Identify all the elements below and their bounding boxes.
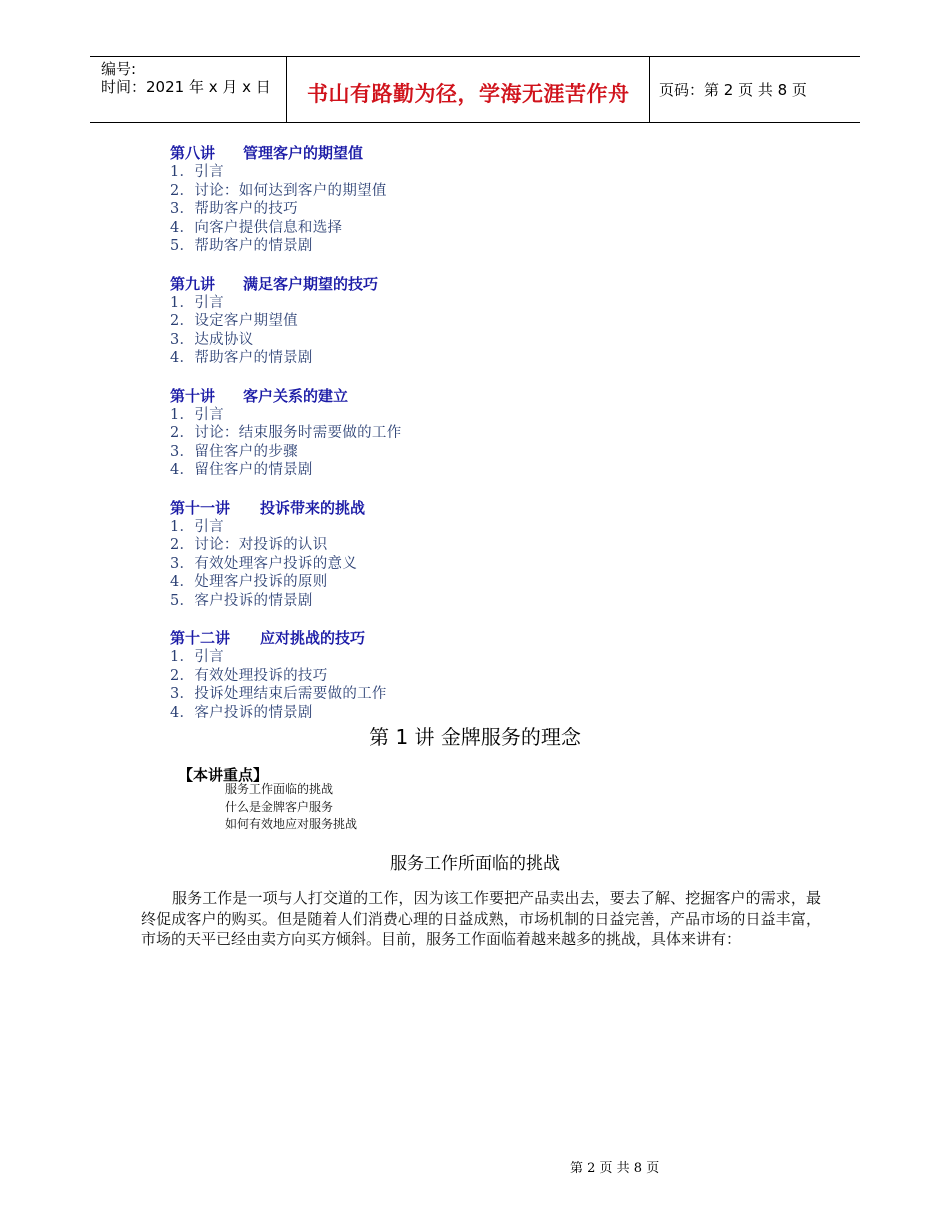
header-motto: 书山有路勤为径，学海无涯苦作舟 [307,82,630,106]
list-item: 4．向客户提供信息和选择 [170,219,343,236]
header-bottom-rule [90,122,860,123]
lecture-title [170,274,770,294]
keypoints-list [225,781,357,834]
list-item: 4．客户投诉的情景剧 [170,704,313,721]
lecture-number: 第十讲 [170,386,216,405]
header-date-label: 时间：2021 年 x 月 x 日 [101,78,271,96]
list-item: 2．设定客户期望值 [170,313,298,329]
lecture-outline [170,143,770,740]
section-title: 第 1 讲 金牌服务的理念 [369,725,581,749]
lecture-title [170,386,770,406]
list-item: 4．帮助客户的情景剧 [170,350,313,366]
lecture-name: 管理客户的期望值 [243,144,364,162]
list-item: 3．帮助客户的技巧 [170,201,298,217]
keypoint-item: 如何有效地应对服务挑战 [225,817,358,831]
header-page-label: 页码：第 2 页 共 8 页 [659,81,807,99]
lecture-number: 第九讲 [170,274,216,293]
list-item: 1．引言 [170,164,224,180]
keypoints-heading: 【本讲重点】 [178,766,269,784]
lecture-10 [170,386,770,480]
lecture-number: 第十二讲 [170,629,231,647]
lecture-name: 满足客户期望的技巧 [243,274,379,293]
list-item: 3．达成协议 [170,331,254,348]
lecture-number: 第八讲 [170,144,216,162]
header-top-rule [90,56,860,57]
list-item: 2．讨论：对投诉的认识 [170,537,328,553]
list-item: 2．有效处理投诉的技巧 [170,667,328,684]
list-item: 4．处理客户投诉的原则 [170,574,328,590]
list-item: 5．客户投诉的情景剧 [170,592,313,609]
subheading: 服务工作所面临的挑战 [390,854,560,874]
lecture-12 [170,628,770,722]
lecture-9 [170,274,770,368]
list-item: 5．帮助客户的情景剧 [170,238,313,254]
lecture-8 [170,143,770,256]
lecture-name: 应对挑战的技巧 [260,629,366,647]
header-number-label: 编号: [101,60,137,78]
list-item: 3．有效处理客户投诉的意义 [170,555,358,572]
keypoint-item: 服务工作面临的挑战 [225,782,334,796]
keypoint-item: 什么是金牌客户服务 [225,799,334,814]
lecture-name: 投诉带来的挑战 [260,498,366,517]
body-paragraph: 服务工作是一项与人打交道的工作，因为该工作要把产品卖出去，要去了解、挖掘客户的需求，最终促成客户的购买。但是随着人们消费心理的日益成熟，市场机制的日益完善，产品市场的日益丰富，市场的天平已经由卖方向买方倾斜。目前，服务工作面临着越来越多的挑战，具体来讲有： [141,889,821,948]
lecture-title [170,628,770,648]
footer-page-number: 第 2 页 共 8 页 [570,1161,660,1176]
lecture-title [170,498,770,518]
list-item: 3．留住客户的步骤 [170,443,298,460]
lecture-name: 客户关系的建立 [243,386,349,405]
header-divider-left [286,56,287,122]
list-item: 4．留住客户的情景剧 [170,462,313,478]
header-divider-right [649,56,650,122]
lecture-11 [170,498,770,611]
list-item: 1．引言 [170,649,224,665]
list-item: 1．引言 [170,294,224,311]
list-item: 2．讨论：结束服务时需要做的工作 [170,425,402,441]
list-item: 2．讨论：如何达到客户的期望值 [170,182,387,199]
list-item: 3．投诉处理结束后需要做的工作 [170,686,387,702]
lecture-title [170,143,770,163]
list-item: 1．引言 [170,406,224,423]
list-item: 1．引言 [170,518,224,535]
lecture-number: 第十一讲 [170,498,231,517]
